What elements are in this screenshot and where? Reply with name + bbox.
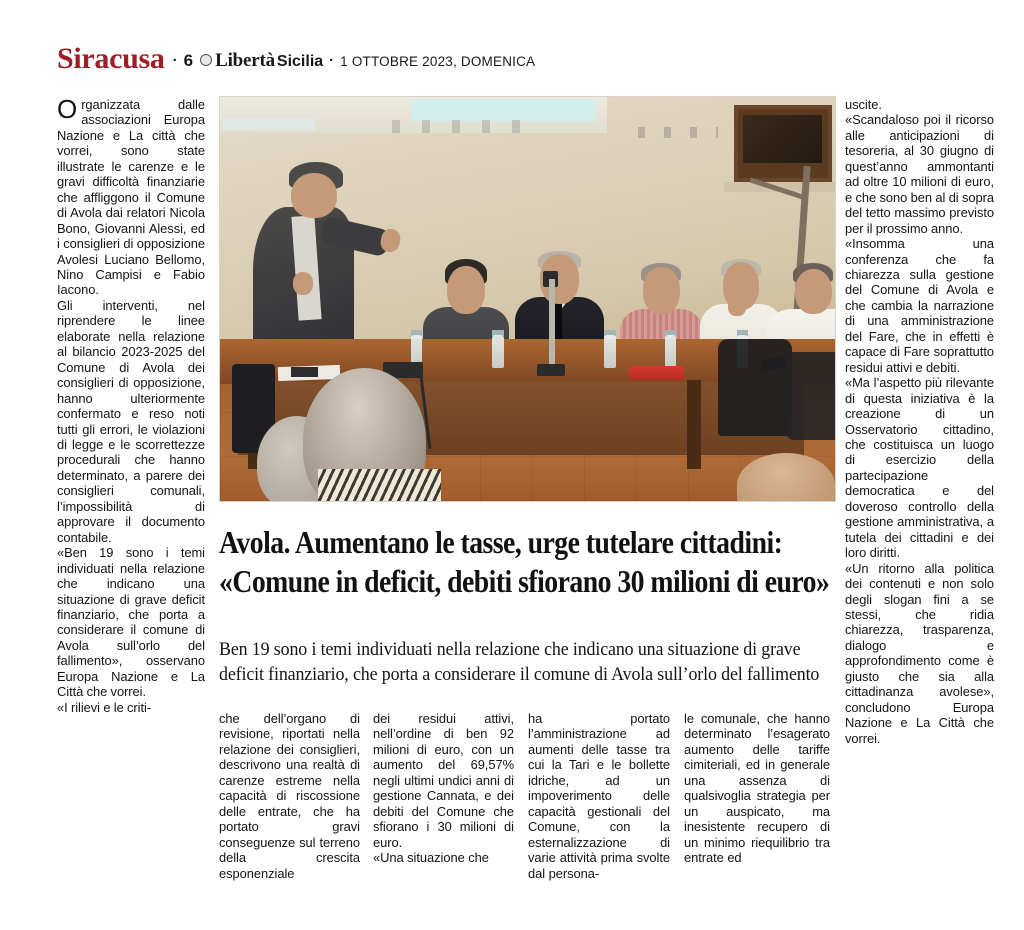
photo-person-head [643, 267, 680, 313]
photo-red-folder [629, 366, 684, 381]
photo-person-head [291, 173, 337, 218]
paragraph [373, 850, 514, 865]
photo-window [734, 105, 832, 182]
paragraph-text: «Ma l’aspetto più rilevante di questa iniziativa è la creazione di un Osservatorio cittadino, che costituisca un luogo di esercizio della partecipazione democratica e del doveroso controllo della gestione amministrativa, a tutela dei cittadini e dei loro diritti. [845, 375, 994, 561]
photo-person-head [795, 269, 832, 314]
article-column-2 [219, 711, 360, 897]
photo-water-bottle [665, 335, 677, 367]
brand-name-secondary: Sicilia [276, 53, 324, 70]
masthead-separator-2: · [329, 52, 335, 69]
photo-projection-icons-right [638, 127, 718, 138]
article-column-1 [57, 94, 205, 897]
paragraph-text: «I rilievi e le criti- [57, 699, 152, 715]
article-column-6 [845, 97, 994, 897]
paragraph [845, 561, 994, 746]
photo-chair-second [786, 352, 836, 441]
photo-audience-shirt [318, 469, 441, 502]
paragraph-text: dei residui attivi, nell’ordine di ben 92 milioni di euro, con un aumento del 69,57% negli ultimi undici anni di gestione Cannata, e dei debiti del Comune che sfiorano i 30 milioni di euro. [373, 711, 514, 850]
paragraph [373, 711, 514, 850]
article-headline [219, 523, 837, 601]
paragraph-text: «Una situazione che [373, 850, 489, 866]
masthead [57, 44, 535, 74]
drop-cap: O [57, 94, 78, 124]
paragraph-text: «Scandaloso poi il ricorso alle anticipazioni di tesoreria, al 30 giugno di quest’anno ammontanti ad oltre 10 milioni di euro, e che sono ben al di sopra del tetto massimo previsto per il prossimo anno. [845, 112, 994, 236]
paragraph-text: «Ben 19 sono i temi individuati nella relazione che indicano una situazione di grave deficit finanziario, che porta a considerare il comune di Avola sull’orlo del fallimento», osservano Europa Nazione e La Città che vorrei. [57, 545, 205, 700]
paragraph [528, 711, 670, 881]
photo-person-head [447, 266, 485, 314]
photo-person-hand-lower [293, 272, 313, 295]
article-column-4 [528, 711, 670, 897]
page-number: 6 [183, 51, 194, 70]
paragraph [57, 94, 205, 298]
paragraph-text: che dell’organo di revisione, riportati nella relazione dei consiglieri, descrivono una realtà di carenze estreme nella capacità di riscossione delle entrate, che ha portato gravi conseguenze sul terreno della crescita esponenziale [219, 711, 360, 881]
photo-water-bottle [604, 335, 616, 367]
section-title: Siracusa [57, 42, 165, 75]
photo-projection-toolbar [223, 118, 315, 130]
paragraph-text: Gli interventi, nel riprendere le linee elaborate nella relazione al bilancio 2023-2025 del Comune di Avola dei consiglieri di opposizione, hanno ulteriormente confermato e reso noti tutti gli errori, le violazioni di legge e le scorrettezze procedurali che hanno determinato, a parere dei consiglieri comunali, l’impossibilità di approvare il documento contabile. [57, 297, 205, 545]
paragraph-text: rganizzata dalle associazioni Europa Nazione e La città che vorrei, sono state illustrate le carenze e le gravi difficoltà finanziarie che affliggono il Comune di Avola dai relatori Nicola Bono, Giovanni Alessi, ed i consiglieri di opposizione Avolesi Luciano Bellomo, Nino Campisi e Fabio Iacono. [57, 97, 205, 298]
photo-microphone-base [537, 364, 565, 376]
photo-document [291, 367, 319, 377]
standfirst-line-1: Ben 19 sono i temi individuati nella relazione che indicano una situazione di grave [219, 640, 801, 660]
paragraph-text: uscite. [845, 97, 882, 112]
article-photo [219, 96, 836, 502]
paragraph [219, 711, 360, 881]
paragraph-text: ha portato l’amministrazione ad aumenti delle tasse tra cui la Tari e le bollette idriche, ad un impoverimento delle capacità gestionali del Comune, con la esternalizzazione di varie attività prima svolte dal persona- [528, 711, 670, 881]
paragraph [845, 112, 994, 236]
globe-logo-icon [200, 54, 212, 66]
paragraph [845, 236, 994, 375]
publication-date: 1 OTTOBRE 2023, DOMENICA [340, 54, 536, 69]
article-column-3 [373, 711, 514, 897]
paragraph-text: «Un ritorno alla politica dei contenuti e non solo degli slogan fini a se stessi, che ridia chiarezza, trasparenza, dialogo e approfondimento come è giusto che sia alla cittadinanza avolese», concludono Europa Nazione e La Città che vorrei. [845, 560, 994, 746]
photo-person-hand-on-chin [728, 296, 746, 316]
photo-window-pane [743, 115, 823, 163]
paragraph-text: «Insomma una conferenza che fa chiarezza sulla gestione del Comune di Avola e che cambia la narrazione di una amministrazione del Fare, che in effetti è capace di Fare soprattutto residui attivi e debiti. [845, 236, 994, 375]
article-standfirst [219, 638, 818, 688]
headline-line-2: «Comune in deficit, debiti sfiorano 30 milioni di euro» [219, 564, 830, 599]
paragraph [684, 711, 830, 866]
paragraph [845, 97, 994, 112]
masthead-separator: · [172, 52, 178, 69]
brand-name-primary: Libertà [215, 50, 275, 71]
photo-projection-slide [411, 99, 596, 121]
headline-line-1: Avola. Aumentano le tasse, urge tutelare cittadini: [219, 525, 783, 560]
photo-person-tie [554, 302, 562, 341]
paragraph [57, 545, 205, 700]
article-column-5 [684, 711, 830, 897]
photo-projection-icons [392, 120, 540, 134]
paragraph [57, 700, 205, 715]
paragraph-text: le comunale, che hanno determinato l’esagerato aumento delle tariffe cimiteriali, ed in generale una assenza di qualsivoglia strategia per un auspicato, ma inesistente recupero di un minimo riequilibrio tra entrate ed [684, 711, 830, 866]
standfirst-line-2: deficit finanziario, che porta a considerare il comune di Avola sull’orlo del fallimento [219, 665, 820, 685]
photo-table-leg-right [687, 380, 701, 469]
paragraph [57, 298, 205, 545]
photo-water-bottle [492, 335, 504, 367]
photo-microphone-stand [549, 279, 555, 368]
photo-chair [718, 339, 792, 436]
paragraph [845, 375, 994, 560]
